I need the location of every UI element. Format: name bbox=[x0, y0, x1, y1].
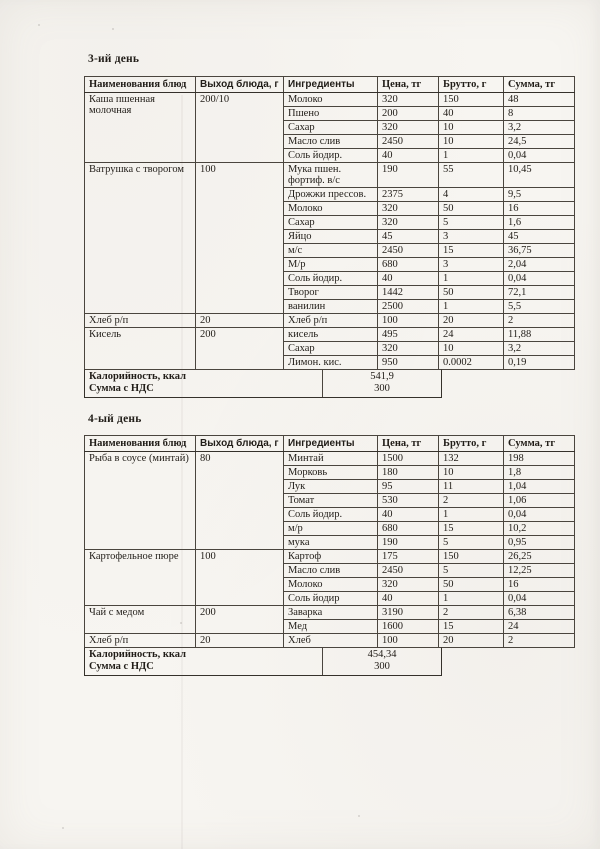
gross-cell: 10 bbox=[439, 342, 504, 356]
ingredient-name-cell: Томат bbox=[284, 494, 378, 508]
scan-speckle bbox=[180, 622, 182, 624]
vat-sum-label: Сумма с НДС bbox=[89, 383, 154, 394]
dish-output-cell: 80 bbox=[196, 452, 284, 550]
ingredient-name-cell: Творог bbox=[284, 286, 378, 300]
gross-cell: 2 bbox=[439, 494, 504, 508]
sum-cell: 3,2 bbox=[504, 342, 575, 356]
gross-cell: 3 bbox=[439, 258, 504, 272]
ingredient-name-cell: Хлеб р/п bbox=[284, 314, 378, 328]
ingredient-name-cell: Молоко bbox=[284, 93, 378, 107]
gross-cell: 50 bbox=[439, 202, 504, 216]
ingredient-name-cell: Хлеб bbox=[284, 634, 378, 648]
vat-sum-value: 300 bbox=[374, 383, 390, 394]
ingredient-name-cell: Соль йодир. bbox=[284, 272, 378, 286]
dish-name-cell: Рыба в соусе (минтай) bbox=[85, 452, 196, 550]
ingredient-name-cell: м/с bbox=[284, 244, 378, 258]
sum-cell: 12,25 bbox=[504, 564, 575, 578]
price-cell: 45 bbox=[378, 230, 439, 244]
price-cell: 1500 bbox=[378, 452, 439, 466]
sum-cell: 6,38 bbox=[504, 606, 575, 620]
header-row bbox=[85, 436, 575, 452]
sum-cell: 0,04 bbox=[504, 149, 575, 163]
sum-cell: 16 bbox=[504, 578, 575, 592]
price-cell: 40 bbox=[378, 592, 439, 606]
ingredient-name-cell: Сахар bbox=[284, 216, 378, 230]
sum-cell: 72,1 bbox=[504, 286, 575, 300]
gross-cell: 1 bbox=[439, 272, 504, 286]
price-cell: 320 bbox=[378, 216, 439, 230]
ingredient-name-cell: Соль йодир. bbox=[284, 149, 378, 163]
ingredient-name-cell: Соль йодир bbox=[284, 592, 378, 606]
dish-name-cell: Кисель bbox=[85, 328, 196, 370]
sum-cell: 1,06 bbox=[504, 494, 575, 508]
table-row bbox=[85, 93, 575, 107]
gross-cell: 4 bbox=[439, 188, 504, 202]
sum-cell: 3,2 bbox=[504, 121, 575, 135]
sum-cell: 2 bbox=[504, 634, 575, 648]
sum-cell: 0,04 bbox=[504, 508, 575, 522]
table-row bbox=[85, 550, 575, 564]
column-header-ingredient: Ингредиенты bbox=[284, 77, 378, 93]
dish-name-cell: Ватрушка с творогом bbox=[85, 163, 196, 314]
day4-title: 4-ый день bbox=[88, 413, 142, 425]
gross-cell: 20 bbox=[439, 634, 504, 648]
price-cell: 40 bbox=[378, 508, 439, 522]
price-cell: 100 bbox=[378, 634, 439, 648]
dish-output-cell: 200 bbox=[196, 328, 284, 370]
gross-cell: 5 bbox=[439, 564, 504, 578]
ingredient-name-cell: Соль йодир. bbox=[284, 508, 378, 522]
day4-menu-table bbox=[84, 435, 600, 648]
column-header-sum: Сумма, тг bbox=[504, 436, 575, 452]
sum-cell: 0,95 bbox=[504, 536, 575, 550]
menu-table bbox=[84, 435, 575, 648]
summary-value bbox=[323, 370, 441, 397]
gross-cell: 10 bbox=[439, 466, 504, 480]
ingredient-name-cell: Мука пшен. фортиф. в/с bbox=[284, 163, 378, 188]
price-cell: 200 bbox=[378, 107, 439, 121]
dish-name-cell: Хлеб р/п bbox=[85, 634, 196, 648]
price-cell: 190 bbox=[378, 163, 439, 188]
ingredient-name-cell: м/р bbox=[284, 522, 378, 536]
price-cell: 2450 bbox=[378, 244, 439, 258]
scan-crease-line bbox=[181, 95, 183, 849]
day3-summary-footer bbox=[84, 369, 442, 398]
column-header-price: Цена, тг bbox=[378, 77, 439, 93]
column-header-dish-output: Выход блюда, г bbox=[196, 436, 284, 452]
price-cell: 175 bbox=[378, 550, 439, 564]
price-cell: 2500 bbox=[378, 300, 439, 314]
dish-output-cell: 100 bbox=[196, 163, 284, 314]
ingredient-name-cell: Морковь bbox=[284, 466, 378, 480]
dish-name-cell: Чай с медом bbox=[85, 606, 196, 634]
ingredient-name-cell: Заварка bbox=[284, 606, 378, 620]
sum-cell: 45 bbox=[504, 230, 575, 244]
dish-name-cell: Хлеб р/п bbox=[85, 314, 196, 328]
menu-table bbox=[84, 76, 575, 370]
sum-cell: 198 bbox=[504, 452, 575, 466]
ingredient-name-cell: Масло слив bbox=[284, 135, 378, 149]
price-cell: 1442 bbox=[378, 286, 439, 300]
column-header-ingredient: Ингредиенты bbox=[284, 436, 378, 452]
table-row bbox=[85, 328, 575, 342]
gross-cell: 40 bbox=[439, 107, 504, 121]
sum-cell: 10,45 bbox=[504, 163, 575, 188]
ingredient-name-cell: Мед bbox=[284, 620, 378, 634]
gross-cell: 55 bbox=[439, 163, 504, 188]
gross-cell: 5 bbox=[439, 216, 504, 230]
day3-menu-table bbox=[84, 76, 600, 370]
gross-cell: 1 bbox=[439, 149, 504, 163]
scan-speckle bbox=[62, 827, 64, 829]
sum-cell: 24,5 bbox=[504, 135, 575, 149]
price-cell: 95 bbox=[378, 480, 439, 494]
column-header-dish-output: Выход блюда, г bbox=[196, 77, 284, 93]
header-row bbox=[85, 77, 575, 93]
price-cell: 2450 bbox=[378, 564, 439, 578]
sum-cell: 1,8 bbox=[504, 466, 575, 480]
sum-cell: 9,5 bbox=[504, 188, 575, 202]
ingredient-name-cell: Сахар bbox=[284, 342, 378, 356]
sum-cell: 0,19 bbox=[504, 356, 575, 370]
ingredient-name-cell: Минтай bbox=[284, 452, 378, 466]
table-row bbox=[85, 606, 575, 620]
price-cell: 2450 bbox=[378, 135, 439, 149]
price-cell: 180 bbox=[378, 466, 439, 480]
sum-cell: 5,5 bbox=[504, 300, 575, 314]
gross-cell: 15 bbox=[439, 522, 504, 536]
ingredient-name-cell: М/р bbox=[284, 258, 378, 272]
ingredient-name-cell: Молоко bbox=[284, 202, 378, 216]
column-header-dish-name: Наименования блюд bbox=[85, 77, 196, 93]
sum-cell: 48 bbox=[504, 93, 575, 107]
sum-cell: 26,25 bbox=[504, 550, 575, 564]
price-cell: 680 bbox=[378, 522, 439, 536]
ingredient-name-cell: ванилин bbox=[284, 300, 378, 314]
ingredient-name-cell: Масло слив bbox=[284, 564, 378, 578]
gross-cell: 20 bbox=[439, 314, 504, 328]
calories-value: 454,34 bbox=[367, 649, 397, 660]
column-header-sum: Сумма, тг bbox=[504, 77, 575, 93]
price-cell: 320 bbox=[378, 93, 439, 107]
sum-cell: 10,2 bbox=[504, 522, 575, 536]
gross-cell: 3 bbox=[439, 230, 504, 244]
ingredient-name-cell: мука bbox=[284, 536, 378, 550]
ingredient-name-cell: Лимон. кис. bbox=[284, 356, 378, 370]
price-cell: 950 bbox=[378, 356, 439, 370]
sum-cell: 0,04 bbox=[504, 272, 575, 286]
price-cell: 495 bbox=[378, 328, 439, 342]
dish-output-cell: 20 bbox=[196, 314, 284, 328]
calories-value: 541,9 bbox=[370, 371, 394, 382]
dish-name-cell: Каша пшенная молочная bbox=[85, 93, 196, 163]
column-header-gross: Брутто, г bbox=[439, 77, 504, 93]
sum-cell: 16 bbox=[504, 202, 575, 216]
gross-cell: 1 bbox=[439, 508, 504, 522]
price-cell: 680 bbox=[378, 258, 439, 272]
price-cell: 320 bbox=[378, 342, 439, 356]
gross-cell: 150 bbox=[439, 93, 504, 107]
ingredient-name-cell: Лук bbox=[284, 480, 378, 494]
gross-cell: 10 bbox=[439, 135, 504, 149]
day3-section bbox=[84, 52, 600, 398]
ingredient-name-cell: Молоко bbox=[284, 578, 378, 592]
gross-cell: 11 bbox=[439, 480, 504, 494]
scan-speckle bbox=[112, 28, 114, 30]
dish-output-cell: 200 bbox=[196, 606, 284, 634]
ingredient-name-cell: Сахар bbox=[284, 121, 378, 135]
price-cell: 40 bbox=[378, 149, 439, 163]
dish-name-cell: Картофельное пюре bbox=[85, 550, 196, 606]
table-row bbox=[85, 634, 575, 648]
dish-output-cell: 100 bbox=[196, 550, 284, 606]
table-row bbox=[85, 314, 575, 328]
sum-cell: 2 bbox=[504, 314, 575, 328]
ingredient-name-cell: Дрожжи прессов. bbox=[284, 188, 378, 202]
scan-speckle bbox=[358, 815, 360, 817]
column-header-price: Цена, тг bbox=[378, 436, 439, 452]
price-cell: 320 bbox=[378, 578, 439, 592]
sum-cell: 11,88 bbox=[504, 328, 575, 342]
sum-cell: 24 bbox=[504, 620, 575, 634]
day4-summary-footer bbox=[84, 647, 442, 676]
gross-cell: 1 bbox=[439, 592, 504, 606]
price-cell: 1600 bbox=[378, 620, 439, 634]
day4-section bbox=[84, 412, 600, 676]
gross-cell: 5 bbox=[439, 536, 504, 550]
table-row bbox=[85, 452, 575, 466]
gross-cell: 24 bbox=[439, 328, 504, 342]
column-header-gross: Брутто, г bbox=[439, 436, 504, 452]
dish-output-cell: 20 bbox=[196, 634, 284, 648]
gross-cell: 0.0002 bbox=[439, 356, 504, 370]
price-cell: 2375 bbox=[378, 188, 439, 202]
summary-label bbox=[85, 370, 323, 397]
summary-label bbox=[85, 648, 323, 675]
gross-cell: 15 bbox=[439, 244, 504, 258]
ingredient-name-cell: Яйцо bbox=[284, 230, 378, 244]
day3-title: 3-ий день bbox=[88, 53, 140, 65]
gross-cell: 150 bbox=[439, 550, 504, 564]
ingredient-name-cell: кисель bbox=[284, 328, 378, 342]
calories-label: Калорийность, ккал bbox=[89, 371, 186, 382]
price-cell: 530 bbox=[378, 494, 439, 508]
scan-speckle bbox=[38, 24, 40, 26]
sum-cell: 36,75 bbox=[504, 244, 575, 258]
price-cell: 100 bbox=[378, 314, 439, 328]
dish-output-cell: 200/10 bbox=[196, 93, 284, 163]
gross-cell: 15 bbox=[439, 620, 504, 634]
vat-sum-value: 300 bbox=[374, 661, 390, 672]
gross-cell: 2 bbox=[439, 606, 504, 620]
gross-cell: 132 bbox=[439, 452, 504, 466]
table-row bbox=[85, 163, 575, 188]
gross-cell: 50 bbox=[439, 286, 504, 300]
ingredient-name-cell: Пшено bbox=[284, 107, 378, 121]
summary-value bbox=[323, 648, 441, 675]
sum-cell: 8 bbox=[504, 107, 575, 121]
price-cell: 190 bbox=[378, 536, 439, 550]
price-cell: 320 bbox=[378, 202, 439, 216]
price-cell: 320 bbox=[378, 121, 439, 135]
sum-cell: 1,04 bbox=[504, 480, 575, 494]
gross-cell: 1 bbox=[439, 300, 504, 314]
vat-sum-label: Сумма с НДС bbox=[89, 661, 154, 672]
calories-label: Калорийность, ккал bbox=[89, 649, 186, 660]
gross-cell: 10 bbox=[439, 121, 504, 135]
sum-cell: 1,6 bbox=[504, 216, 575, 230]
price-cell: 40 bbox=[378, 272, 439, 286]
column-header-dish-name: Наименования блюд bbox=[85, 436, 196, 452]
gross-cell: 50 bbox=[439, 578, 504, 592]
price-cell: 3190 bbox=[378, 606, 439, 620]
sum-cell: 2,04 bbox=[504, 258, 575, 272]
sum-cell: 0,04 bbox=[504, 592, 575, 606]
ingredient-name-cell: Картоф bbox=[284, 550, 378, 564]
